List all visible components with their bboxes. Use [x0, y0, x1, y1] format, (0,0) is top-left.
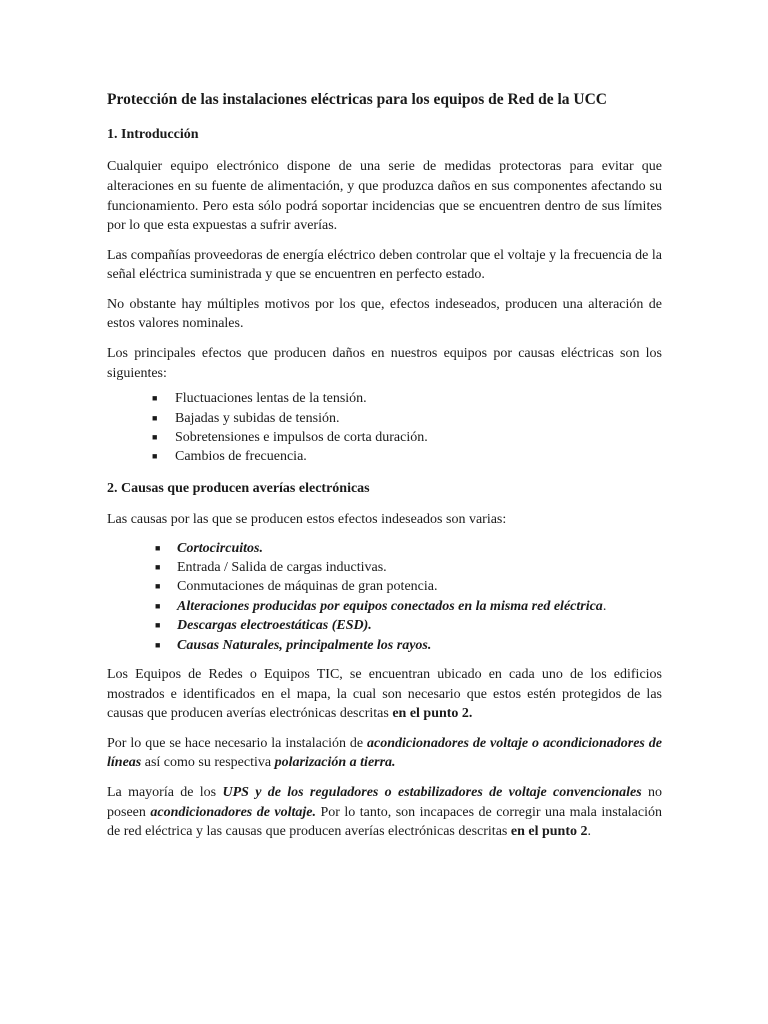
intro-paragraph-1: Cualquier equipo electrónico dispone de una serie de medidas protectoras para evitar que alteraciones en su fuente de alimentación, y que produzca daños en sus componentes afectando su funcionamiento. Pero esta sólo podrá soportar incidencias que se encuentren dentro de sus límites por lo que esta expuestas a sufrir averías. [107, 159, 662, 234]
network-equipment-paragraph: Los Equipos de Redes o Equipos TIC, se encuentran ubicado en cada uno de los edificios mostrados e identificados en el mapa, la cual son necesario que estos estén protegidos de las causas que producen averías electrónicas descritas en el punto 2. [107, 667, 662, 722]
causes-intro: Las causas por las que se producen estos efectos indeseados son varias: [107, 512, 507, 528]
bullet-icon: ■ [155, 562, 161, 573]
list-item: ■ Descargas electroestáticas (ESD). [107, 616, 662, 635]
ups-paragraph: La mayoría de los UPS y de los reguladores o estabilizadores de voltaje convencionales no poseen acondicionadores de voltaje. Por lo tanto, son incapaces de corregir una mala instalación de red eléctrica y las causas que producen averías electrónicas descritas en el punto 2. [107, 785, 663, 840]
list-item: ■ Causas Naturales, principalmente los rayos. [107, 636, 662, 655]
bullet-icon: ■ [152, 432, 158, 443]
bullet-icon: ■ [155, 620, 161, 631]
causes-list [107, 539, 662, 655]
bullet-icon: ■ [152, 451, 158, 462]
bullet-icon: ■ [155, 639, 161, 650]
section-2-heading: 2. Causas que producen averías electrónicas [107, 480, 370, 496]
bullet-icon: ■ [155, 600, 161, 611]
intro-paragraph-2: Las compañías proveedoras de energía eléctrico deben controlar que el voltaje y la frecuencia de la señal eléctrica suministrada y que se encuentren en perfecto estado. [107, 247, 662, 283]
list-item: ■ Conmutaciones de máquinas de gran potencia. [107, 577, 662, 596]
list-item: ■ Cortocircuitos. [107, 539, 662, 558]
conditioners-paragraph: Por lo que se hace necesario la instalación de acondicionadores de voltaje o acondicionadores de líneas así como su respectiva polarización a tierra. [107, 735, 662, 771]
intro-paragraph-4: Los principales efectos que producen daños en nuestros equipos por causas eléctricas son los siguientes: [107, 346, 662, 381]
bullet-icon: ■ [155, 542, 161, 553]
intro-paragraph-3: No obstante hay múltiples motivos por los que, efectos indeseados, producen una alteración de estos valores nominales. [107, 296, 662, 332]
bullet-icon: ■ [152, 393, 158, 404]
bullet-icon: ■ [155, 581, 161, 592]
list-item: ■ Cambios de frecuencia. [107, 447, 662, 466]
section-1-heading: 1. Introducción [107, 127, 199, 143]
document-title: Protección de las instalaciones eléctricas para los equipos de Red de la UCC [107, 91, 607, 108]
list-item: ■ Alteraciones producidas por equipos conectados en la misma red eléctrica. [107, 597, 662, 616]
bullet-icon: ■ [152, 412, 158, 423]
list-item: ■ Entrada / Salida de cargas inductivas. [107, 558, 662, 577]
list-item: ■ Bajadas y subidas de tensión. [107, 409, 662, 428]
effects-list [107, 389, 662, 467]
list-item: ■ Sobretensiones e impulsos de corta duración. [107, 428, 662, 447]
list-item: ■ Fluctuaciones lentas de la tensión. [107, 389, 662, 408]
